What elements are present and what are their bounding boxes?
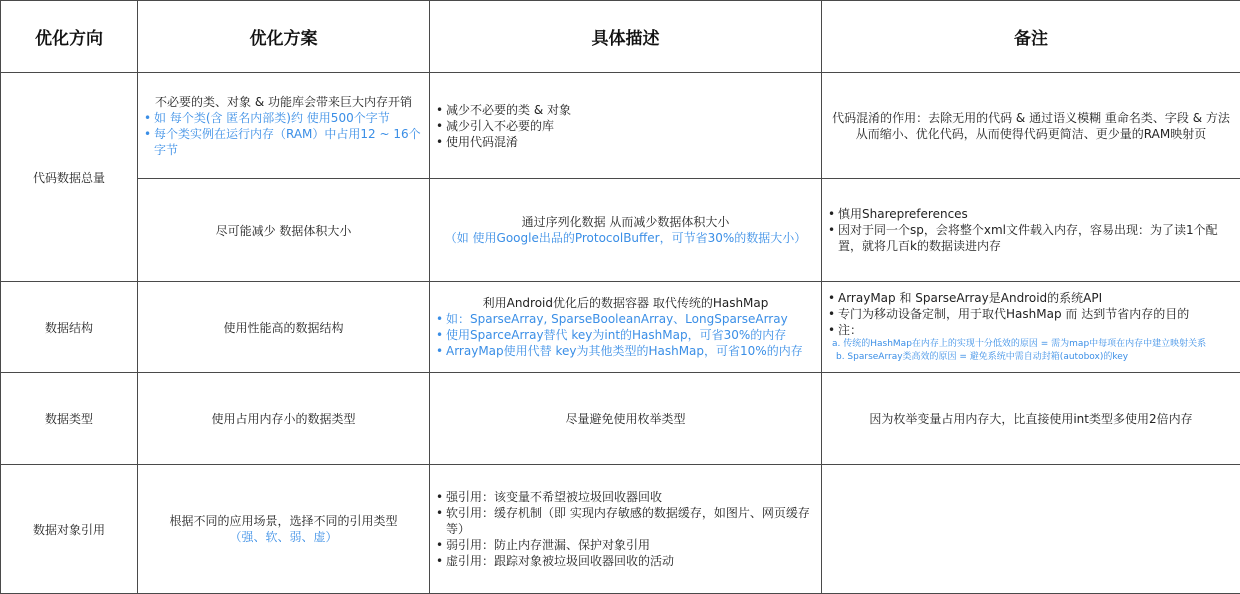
table-row [1,465,1240,594]
header-plan: 优化方案 [138,1,430,73]
note-item: • 专门为移动设备定制，用于取代HashMap 而 达到节省内存的目的 [828,306,1234,322]
plan-main-text: 不必要的类、对象 & 功能库会带来巨大内存开销 [155,94,412,109]
description-list [436,311,815,359]
description-cell [430,73,822,179]
plan-cell: 尽可能减少 数据体积大小 [138,179,430,282]
description-cell [430,282,822,373]
description-main-text: 利用Android优化后的数据容器 取代传统的HashMap [482,296,769,310]
direction-object-reference: 数据对象引用 [1,465,138,594]
description-item: • 使用代码混淆 [436,134,815,150]
plan-bullet: • 如 每个类(含 匿名内部类)约 使用500个字节 [144,110,423,126]
description-item: • 软引用：缓存机制（即 实现内存敏感的数据缓存，如图片、网页缓存等） [436,505,815,537]
plan-cell: 使用占用内存小的数据类型 [138,373,430,465]
note-item: • 慎用Sharepreferences [828,206,1234,222]
header-direction: 优化方向 [1,1,138,73]
description-list [436,489,815,569]
plan-cell: 使用性能高的数据结构 [138,282,430,373]
plan-sub-text: （强、软、弱、虚） [229,530,338,544]
plan-cell [138,465,430,594]
description-main-text: 通过序列化数据 从而减少数据体积大小 [521,215,730,229]
description-cell [430,179,822,282]
note-sub-b: b. SparseArray类高效的原因 = 避免系统中需自动封箱(autobox)的key [836,352,1129,362]
description-list [436,102,815,150]
note-list [828,290,1234,338]
header-notes: 备注 [822,1,1240,73]
note-cell [822,282,1240,373]
description-item: • 如：SparseArray, SparseBooleanArray、LongSparseArray [436,311,815,327]
description-item: • 减少引入不必要的库 [436,118,815,134]
header-row [1,1,1240,73]
table-row [1,179,1240,282]
note-cell-empty [822,465,1240,594]
description-item: • 弱引用：防止内存泄漏、保护对象引用 [436,537,815,553]
table-row [1,73,1240,179]
description-cell: 尽量避免使用枚举类型 [430,373,822,465]
plan-bullet-list [144,110,423,158]
plan-bullet: • 每个类实例在运行内存（RAM）中占用12 ~ 16个字节 [144,126,423,158]
description-cell [430,465,822,594]
note-cell: 因为枚举变量占用内存大，比直接使用int类型多使用2倍内存 [822,373,1240,465]
note-sub-a: a. 传统的HashMap在内存上的实现十分低效的原因 = 需为map中每项在内存中建立映射关系 [832,339,1207,349]
direction-data-type: 数据类型 [1,373,138,465]
description-sub-text: （如 使用Google出品的ProtocolBuffer，可节省30%的数据大小） [444,231,807,245]
direction-data-structure: 数据结构 [1,282,138,373]
description-item: • ArrayMap使用代替 key为其他类型的HashMap，可省10%的内存 [436,343,815,359]
note-cell: 代码混淆的作用：去除无用的代码 & 通过语义模糊 重命名类、字段 & 方法 从而缩小、优化代码，从而使得代码更简洁、更少量的RAM映射页 [822,73,1240,179]
plan-cell [138,73,430,179]
note-list [828,206,1234,254]
header-description: 具体描述 [430,1,822,73]
note-item: • 注： [828,322,1234,338]
note-item: • 因对于同一个sp，会将整个xml文件载入内存，容易出现：为了读1个配置，就将几百k的数据读进内存 [828,222,1234,254]
description-item: • 强引用：该变量不希望被垃圾回收器回收 [436,489,815,505]
note-item: • ArrayMap 和 SparseArray是Android的系统API [828,290,1234,306]
note-cell [822,179,1240,282]
description-item: • 减少不必要的类 & 对象 [436,102,815,118]
table-row [1,282,1240,373]
description-item: • 虚引用：跟踪对象被垃圾回收器回收的活动 [436,553,815,569]
direction-code-data: 代码数据总量 [1,73,138,282]
plan-main-text: 根据不同的应用场景，选择不同的引用类型 [169,514,398,528]
description-item: • 使用SparceArray替代 key为int的HashMap，可省30%的内存 [436,327,815,343]
table-row [1,373,1240,465]
